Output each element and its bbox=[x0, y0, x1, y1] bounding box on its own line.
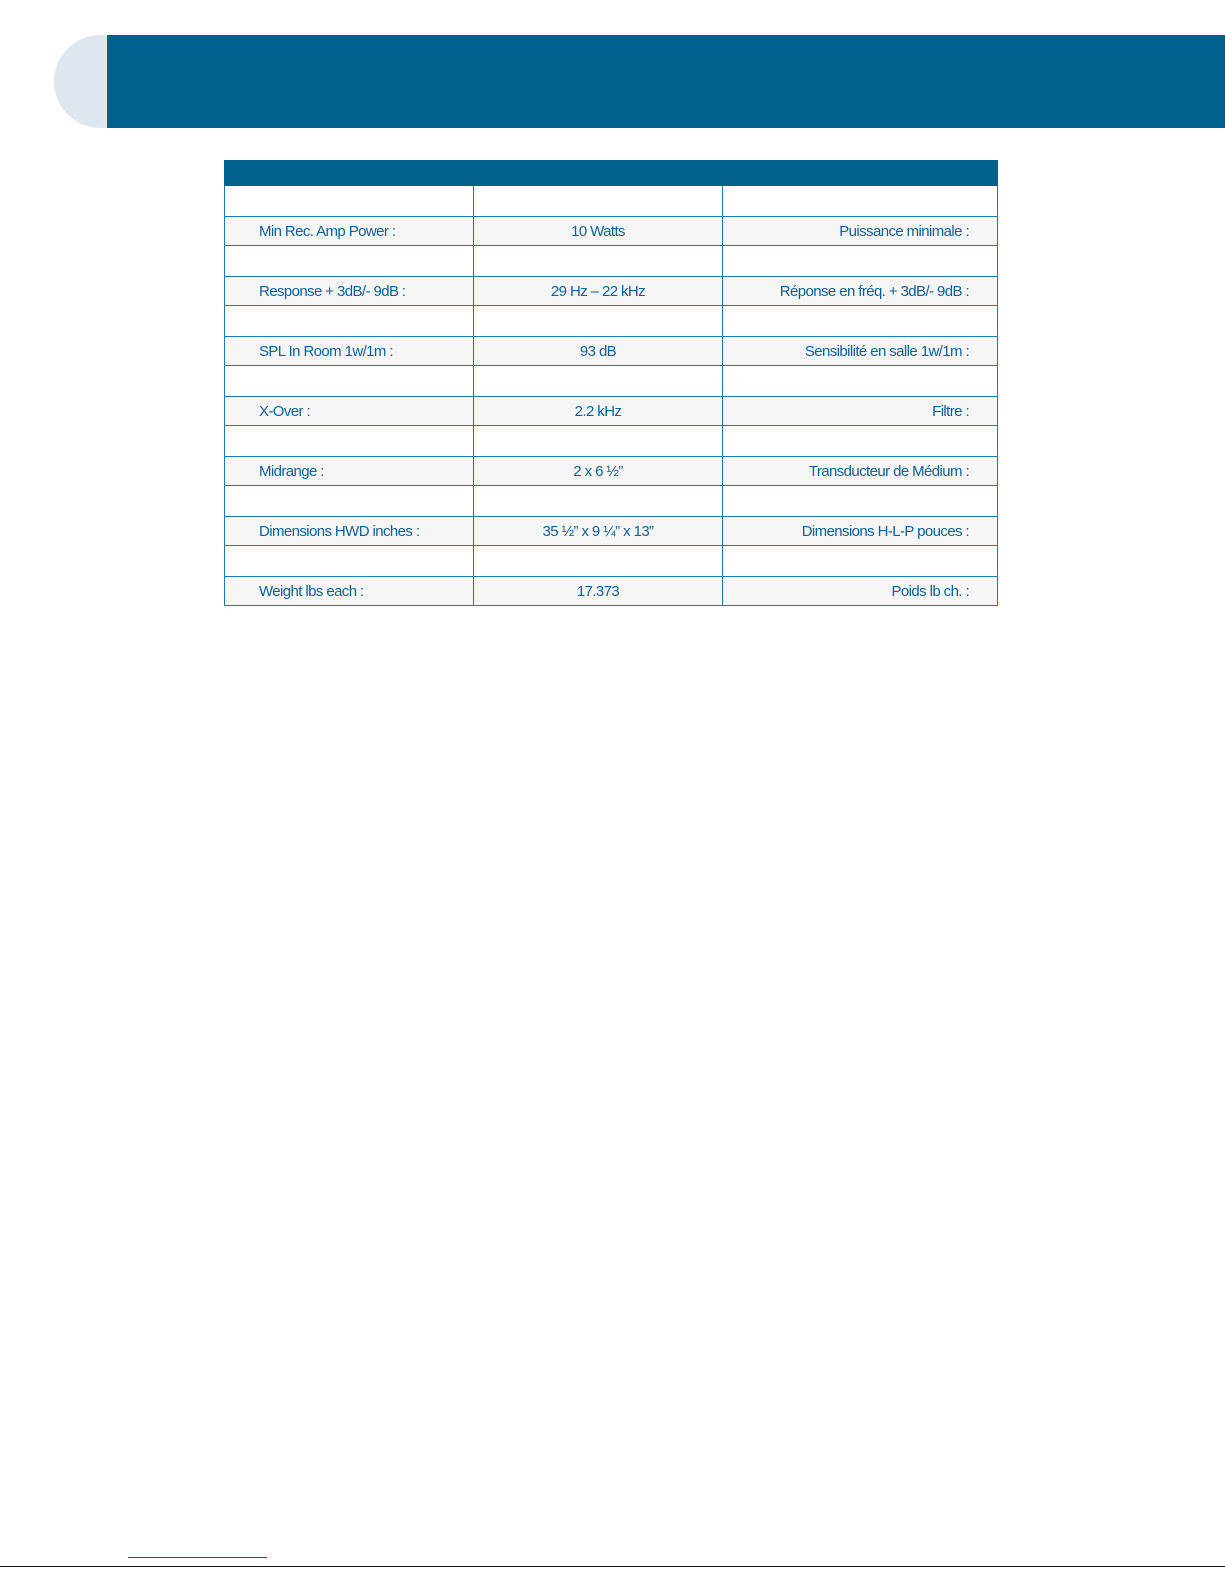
spec-value: 35 ½” x 9 ¼” x 13” bbox=[474, 517, 723, 546]
spec-table bbox=[224, 160, 998, 606]
table-spacer-row bbox=[225, 486, 998, 517]
footer-link-underline bbox=[128, 1557, 267, 1558]
table-row bbox=[225, 517, 998, 546]
table-row bbox=[225, 457, 998, 486]
spec-label-en: Response + 3dB/- 9dB : bbox=[225, 277, 474, 306]
spec-value: 17.373 bbox=[474, 577, 723, 606]
footer-divider bbox=[0, 1566, 1225, 1567]
table-row bbox=[225, 277, 998, 306]
spec-label-en: SPL In Room 1w/1m : bbox=[225, 337, 474, 366]
table-spacer-row bbox=[225, 426, 998, 457]
table-spacer-row bbox=[225, 246, 998, 277]
spec-label-fr: Poids lb ch. : bbox=[723, 577, 998, 606]
spec-value: 2.2 kHz bbox=[474, 397, 723, 426]
table-spacer-row bbox=[225, 306, 998, 337]
spec-label-en: X-Over : bbox=[225, 397, 474, 426]
spec-label-fr: Sensibilité en salle 1w/1m : bbox=[723, 337, 998, 366]
table-row bbox=[225, 397, 998, 426]
spec-label-fr: Dimensions H-L-P pouces : bbox=[723, 517, 998, 546]
table-spacer-row bbox=[225, 186, 998, 217]
table-row bbox=[225, 217, 998, 246]
spec-label-fr: Puissance minimale : bbox=[723, 217, 998, 246]
table-row bbox=[225, 577, 998, 606]
table-spacer-row bbox=[225, 546, 998, 577]
table-row bbox=[225, 337, 998, 366]
spec-value: 2 x 6 ½” bbox=[474, 457, 723, 486]
table-header-bar bbox=[225, 161, 998, 186]
spec-label-en: Weight lbs each : bbox=[225, 577, 474, 606]
spec-label-fr: Filtre : bbox=[723, 397, 998, 426]
table-spacer-row bbox=[225, 366, 998, 397]
header-band bbox=[107, 35, 1225, 128]
spec-value: 10 Watts bbox=[474, 217, 723, 246]
spec-label-fr: Réponse en fréq. + 3dB/- 9dB : bbox=[723, 277, 998, 306]
spec-label-en: Min Rec. Amp Power : bbox=[225, 217, 474, 246]
spec-value: 93 dB bbox=[474, 337, 723, 366]
spec-value: 29 Hz – 22 kHz bbox=[474, 277, 723, 306]
spec-label-en: Dimensions HWD inches : bbox=[225, 517, 474, 546]
spec-label-en: Midrange : bbox=[225, 457, 474, 486]
spec-label-fr: Transducteur de Médium : bbox=[723, 457, 998, 486]
